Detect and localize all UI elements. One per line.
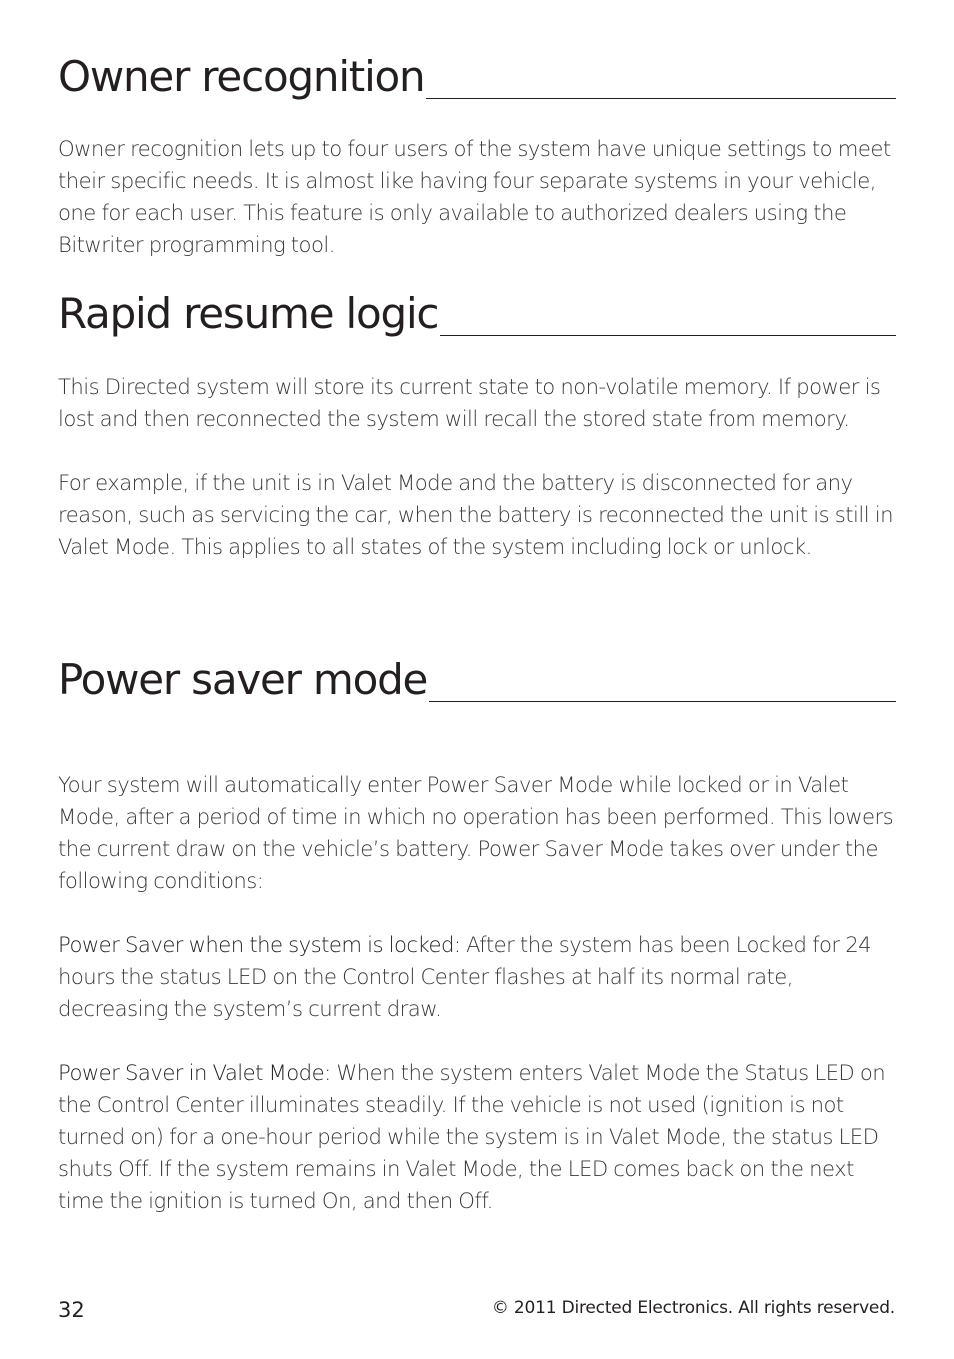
text-power-saver-valet: When the system enters Valet Mode the Status LED on the Control Center illuminates steadily. If the vehicle is not used (ignition is not turned on) for a one-hour period while the system is in Valet Mode, the status LED shuts Off. If the system remains in Valet Mode, the LED comes back on the next time the ignition is turned On, and then Off. — [58, 1060, 886, 1213]
paragraph-power-saver-locked — [58, 929, 896, 1025]
paragraph-rapid-resume-1: This Directed system will store its current state to non-volatile memory. If power is lost and then reconnected the system will recall the stored state from memory. — [58, 374, 881, 431]
lead-power-saver-valet: Power Saver in Valet Mode: — [58, 1060, 331, 1085]
heading-power-saver-mode: Power saver mode — [58, 655, 428, 704]
paragraph-power-saver-valet — [58, 1057, 896, 1217]
paragraph-rapid-resume-2: For example, if the unit is in Valet Mode and the battery is disconnected for any reason, such as servicing the car, when the battery is reconnected the unit is still in Valet Mode. This applies to all states of the system including lock or unlock. — [58, 470, 893, 559]
lead-power-saver-locked: Power Saver when the system is locked: — [58, 932, 461, 957]
heading-rule — [58, 50, 896, 99]
paragraph-power-saver-intro: Your system will automatically enter Power Saver Mode while locked or in Valet Mode, after a period of time in which no operation has been performed. This lowers the current draw on the vehicle’s battery. Power Saver Mode takes over under the following conditions: — [58, 772, 894, 893]
rapid-resume-body — [58, 371, 896, 563]
section-owner-recognition — [58, 50, 896, 99]
page-number: 32 — [58, 1298, 85, 1322]
heading-rapid-resume-logic: Rapid resume logic — [58, 289, 439, 338]
section-power-saver-mode — [58, 653, 896, 702]
section-rapid-resume-logic — [58, 287, 896, 336]
owner-recognition-body — [58, 133, 896, 261]
heading-rule — [58, 287, 896, 336]
heading-rule — [58, 653, 896, 702]
text-power-saver-locked: After the system has been Locked for 24 hours the status LED on the Control Center flashes at half its normal rate, decreasing the system’s current draw. — [58, 932, 872, 1021]
heading-owner-recognition: Owner recognition — [58, 52, 425, 101]
power-saver-body — [58, 769, 896, 1217]
copyright-notice: © 2011 Directed Electronics. All rights reserved. — [491, 1298, 895, 1318]
paragraph-owner-recognition: Owner recognition lets up to four users of the system have unique settings to meet their specific needs. It is almost like having four separate systems in your vehicle, one for each user. This feature is only available to authorized dealers using the Bitwriter programming tool. — [58, 136, 891, 257]
